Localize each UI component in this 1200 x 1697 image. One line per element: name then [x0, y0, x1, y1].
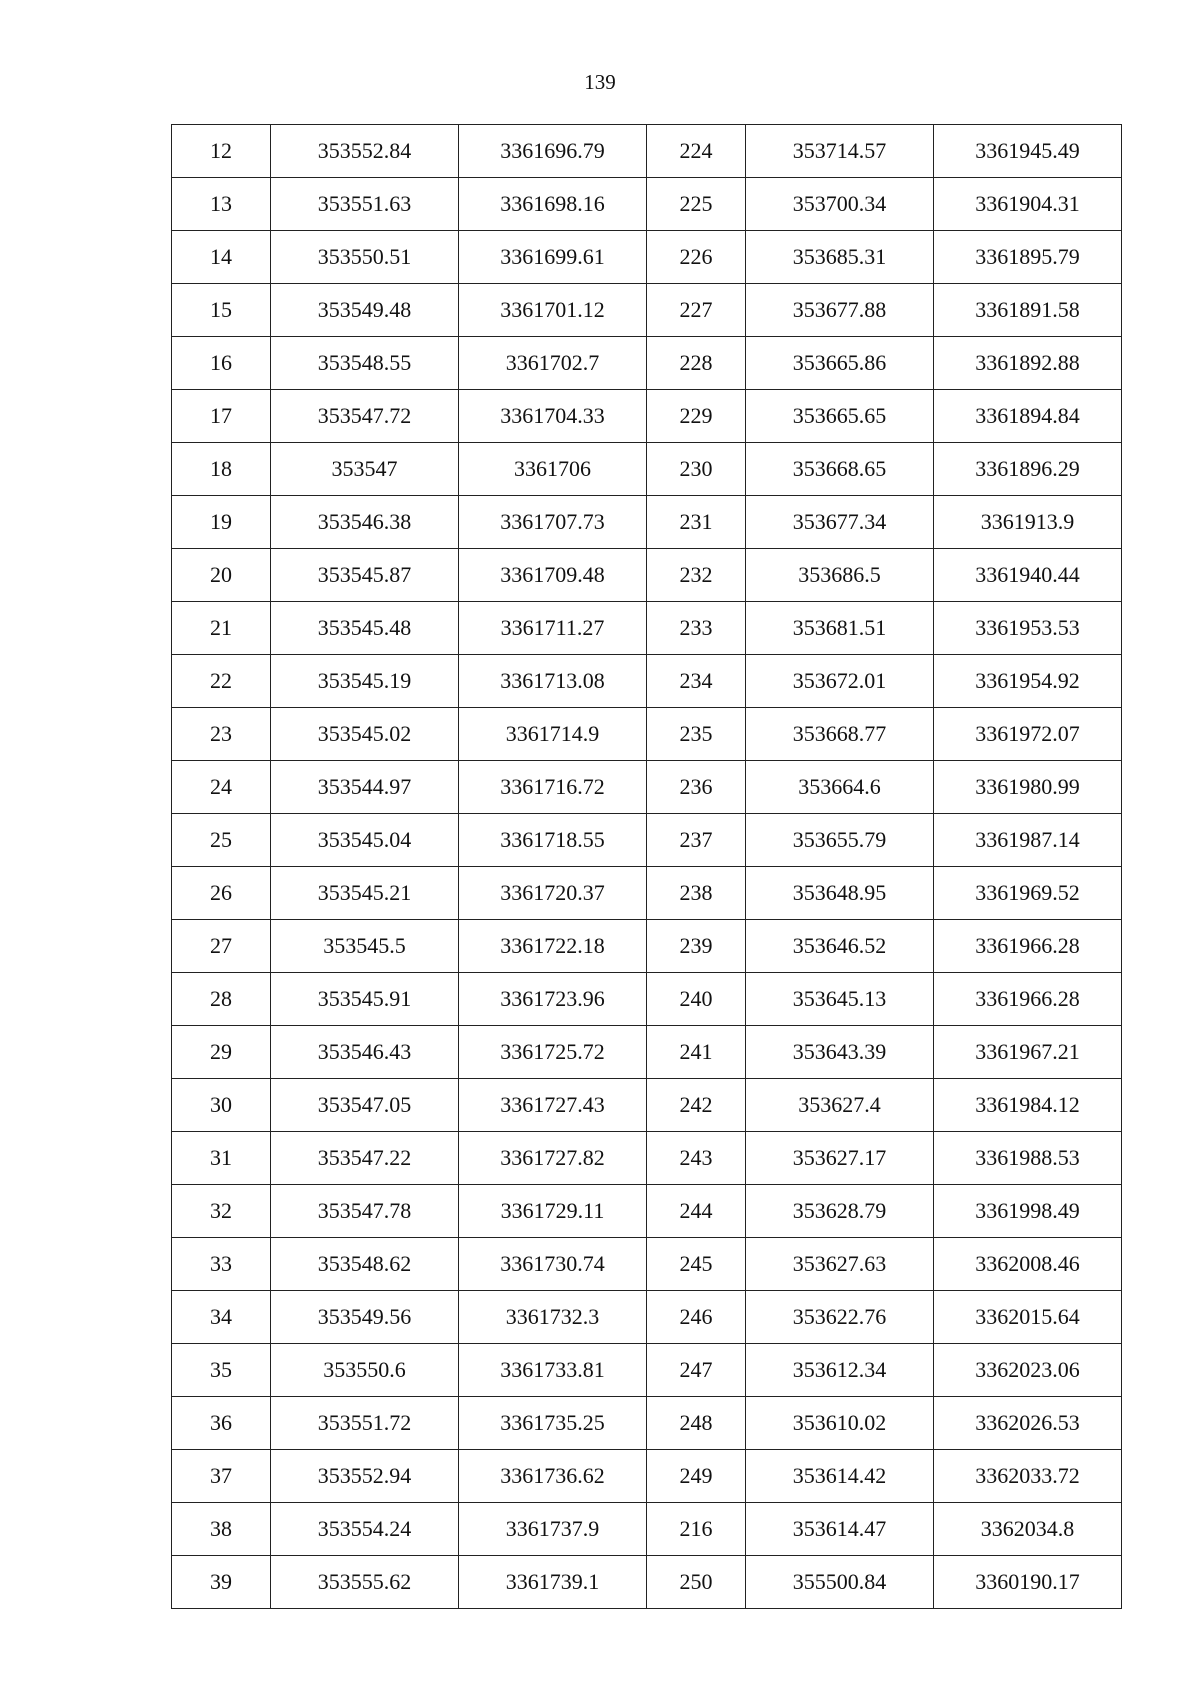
table-cell-point-number: 28 [172, 973, 271, 1026]
table-cell-point-number: 240 [647, 973, 746, 1026]
table-row [172, 708, 1122, 761]
table-cell-x-coordinate: 353627.63 [746, 1238, 934, 1291]
table-cell-point-number: 23 [172, 708, 271, 761]
table-cell-point-number: 36 [172, 1397, 271, 1450]
table-cell-y-coordinate: 3362023.06 [934, 1344, 1122, 1397]
table-cell-point-number: 31 [172, 1132, 271, 1185]
table-cell-x-coordinate: 353545.21 [271, 867, 459, 920]
table-cell-x-coordinate: 353548.62 [271, 1238, 459, 1291]
table-cell-x-coordinate: 353614.42 [746, 1450, 934, 1503]
table-cell-y-coordinate: 3361896.29 [934, 443, 1122, 496]
table-cell-x-coordinate: 353627.17 [746, 1132, 934, 1185]
table-cell-point-number: 35 [172, 1344, 271, 1397]
table-cell-x-coordinate: 355500.84 [746, 1556, 934, 1609]
table-cell-x-coordinate: 353547 [271, 443, 459, 496]
table-cell-x-coordinate: 353545.5 [271, 920, 459, 973]
table-cell-y-coordinate: 3361966.28 [934, 920, 1122, 973]
table-cell-point-number: 16 [172, 337, 271, 390]
table-cell-point-number: 234 [647, 655, 746, 708]
table-row [172, 867, 1122, 920]
table-cell-point-number: 37 [172, 1450, 271, 1503]
table-row [172, 125, 1122, 178]
table-cell-y-coordinate: 3361966.28 [934, 973, 1122, 1026]
table-cell-x-coordinate: 353549.56 [271, 1291, 459, 1344]
table-cell-y-coordinate: 3361904.31 [934, 178, 1122, 231]
table-row [172, 602, 1122, 655]
table-cell-y-coordinate: 3361704.33 [459, 390, 647, 443]
table-cell-x-coordinate: 353677.88 [746, 284, 934, 337]
table-cell-y-coordinate: 3361895.79 [934, 231, 1122, 284]
table-cell-x-coordinate: 353545.91 [271, 973, 459, 1026]
table-row [172, 1132, 1122, 1185]
table-cell-y-coordinate: 3361987.14 [934, 814, 1122, 867]
table-cell-x-coordinate: 353614.47 [746, 1503, 934, 1556]
table-row [172, 761, 1122, 814]
table-row [172, 284, 1122, 337]
table-cell-y-coordinate: 3362034.8 [934, 1503, 1122, 1556]
coordinate-table-body [172, 125, 1122, 1609]
table-row [172, 655, 1122, 708]
table-cell-point-number: 232 [647, 549, 746, 602]
table-cell-y-coordinate: 3361720.37 [459, 867, 647, 920]
table-cell-y-coordinate: 3361998.49 [934, 1185, 1122, 1238]
table-cell-y-coordinate: 3361711.27 [459, 602, 647, 655]
table-cell-y-coordinate: 3361891.58 [934, 284, 1122, 337]
table-cell-y-coordinate: 3361984.12 [934, 1079, 1122, 1132]
table-cell-y-coordinate: 3361706 [459, 443, 647, 496]
table-row [172, 1556, 1122, 1609]
table-row [172, 231, 1122, 284]
table-row [172, 390, 1122, 443]
table-cell-x-coordinate: 353668.65 [746, 443, 934, 496]
table-cell-x-coordinate: 353546.38 [271, 496, 459, 549]
table-cell-point-number: 15 [172, 284, 271, 337]
table-cell-point-number: 27 [172, 920, 271, 973]
table-cell-point-number: 30 [172, 1079, 271, 1132]
table-cell-point-number: 20 [172, 549, 271, 602]
table-cell-x-coordinate: 353547.22 [271, 1132, 459, 1185]
table-row [172, 1185, 1122, 1238]
table-cell-y-coordinate: 3361972.07 [934, 708, 1122, 761]
table-cell-y-coordinate: 3361736.62 [459, 1450, 647, 1503]
table-cell-x-coordinate: 353550.51 [271, 231, 459, 284]
table-row [172, 337, 1122, 390]
table-cell-point-number: 224 [647, 125, 746, 178]
page-number: 139 [584, 70, 616, 94]
table-cell-x-coordinate: 353686.5 [746, 549, 934, 602]
table-cell-point-number: 29 [172, 1026, 271, 1079]
table-cell-x-coordinate: 353714.57 [746, 125, 934, 178]
table-cell-x-coordinate: 353622.76 [746, 1291, 934, 1344]
table-cell-point-number: 25 [172, 814, 271, 867]
table-cell-point-number: 247 [647, 1344, 746, 1397]
table-cell-y-coordinate: 3361913.9 [934, 496, 1122, 549]
table-cell-y-coordinate: 3361722.18 [459, 920, 647, 973]
table-cell-point-number: 231 [647, 496, 746, 549]
table-row [172, 1503, 1122, 1556]
table-cell-point-number: 241 [647, 1026, 746, 1079]
table-cell-x-coordinate: 353610.02 [746, 1397, 934, 1450]
table-cell-y-coordinate: 3361701.12 [459, 284, 647, 337]
table-cell-x-coordinate: 353645.13 [746, 973, 934, 1026]
table-cell-y-coordinate: 3361732.3 [459, 1291, 647, 1344]
table-cell-point-number: 245 [647, 1238, 746, 1291]
table-row [172, 1397, 1122, 1450]
table-row [172, 443, 1122, 496]
table-cell-point-number: 38 [172, 1503, 271, 1556]
table-cell-x-coordinate: 353545.04 [271, 814, 459, 867]
table-cell-point-number: 228 [647, 337, 746, 390]
table-row [172, 1450, 1122, 1503]
table-cell-x-coordinate: 353546.43 [271, 1026, 459, 1079]
table-cell-y-coordinate: 3362033.72 [934, 1450, 1122, 1503]
table-cell-point-number: 13 [172, 178, 271, 231]
table-cell-x-coordinate: 353548.55 [271, 337, 459, 390]
table-cell-x-coordinate: 353612.34 [746, 1344, 934, 1397]
table-cell-point-number: 34 [172, 1291, 271, 1344]
table-cell-y-coordinate: 3361953.53 [934, 602, 1122, 655]
table-cell-y-coordinate: 3361945.49 [934, 125, 1122, 178]
table-cell-x-coordinate: 353550.6 [271, 1344, 459, 1397]
table-cell-x-coordinate: 353552.84 [271, 125, 459, 178]
table-cell-y-coordinate: 3361723.96 [459, 973, 647, 1026]
table-cell-y-coordinate: 3361969.52 [934, 867, 1122, 920]
table-cell-x-coordinate: 353665.65 [746, 390, 934, 443]
table-cell-point-number: 216 [647, 1503, 746, 1556]
table-cell-x-coordinate: 353551.72 [271, 1397, 459, 1450]
table-cell-y-coordinate: 3361733.81 [459, 1344, 647, 1397]
table-cell-x-coordinate: 353627.4 [746, 1079, 934, 1132]
table-cell-x-coordinate: 353545.19 [271, 655, 459, 708]
table-cell-x-coordinate: 353549.48 [271, 284, 459, 337]
table-cell-y-coordinate: 3361707.73 [459, 496, 647, 549]
table-cell-y-coordinate: 3362026.53 [934, 1397, 1122, 1450]
table-cell-point-number: 236 [647, 761, 746, 814]
table-cell-x-coordinate: 353655.79 [746, 814, 934, 867]
table-cell-x-coordinate: 353672.01 [746, 655, 934, 708]
table-cell-y-coordinate: 3361967.21 [934, 1026, 1122, 1079]
table-cell-y-coordinate: 3361709.48 [459, 549, 647, 602]
table-row [172, 1026, 1122, 1079]
table-cell-point-number: 225 [647, 178, 746, 231]
table-cell-x-coordinate: 353547.78 [271, 1185, 459, 1238]
table-cell-y-coordinate: 3361954.92 [934, 655, 1122, 708]
table-cell-y-coordinate: 3361729.11 [459, 1185, 647, 1238]
table-row [172, 1344, 1122, 1397]
table-cell-x-coordinate: 353551.63 [271, 178, 459, 231]
table-cell-y-coordinate: 3362008.46 [934, 1238, 1122, 1291]
table-cell-y-coordinate: 3361980.99 [934, 761, 1122, 814]
table-cell-y-coordinate: 3361730.74 [459, 1238, 647, 1291]
table-row [172, 1238, 1122, 1291]
table-cell-point-number: 14 [172, 231, 271, 284]
table-cell-x-coordinate: 353685.31 [746, 231, 934, 284]
table-cell-x-coordinate: 353628.79 [746, 1185, 934, 1238]
table-cell-point-number: 227 [647, 284, 746, 337]
table-cell-x-coordinate: 353643.39 [746, 1026, 934, 1079]
table-cell-x-coordinate: 353664.6 [746, 761, 934, 814]
table-cell-point-number: 244 [647, 1185, 746, 1238]
table-cell-x-coordinate: 353545.87 [271, 549, 459, 602]
table-cell-x-coordinate: 353544.97 [271, 761, 459, 814]
table-cell-y-coordinate: 3361718.55 [459, 814, 647, 867]
table-row [172, 178, 1122, 231]
table-cell-x-coordinate: 353547.05 [271, 1079, 459, 1132]
table-cell-x-coordinate: 353552.94 [271, 1450, 459, 1503]
table-cell-y-coordinate: 3361714.9 [459, 708, 647, 761]
table-cell-point-number: 22 [172, 655, 271, 708]
table-cell-x-coordinate: 353646.52 [746, 920, 934, 973]
table-cell-y-coordinate: 3361739.1 [459, 1556, 647, 1609]
table-cell-point-number: 26 [172, 867, 271, 920]
table-cell-x-coordinate: 353681.51 [746, 602, 934, 655]
table-cell-point-number: 238 [647, 867, 746, 920]
table-cell-y-coordinate: 3362015.64 [934, 1291, 1122, 1344]
table-row [172, 549, 1122, 602]
table-cell-point-number: 230 [647, 443, 746, 496]
table-cell-y-coordinate: 3361892.88 [934, 337, 1122, 390]
table-cell-x-coordinate: 353547.72 [271, 390, 459, 443]
table-cell-point-number: 246 [647, 1291, 746, 1344]
table-cell-point-number: 239 [647, 920, 746, 973]
table-cell-y-coordinate: 3361713.08 [459, 655, 647, 708]
table-cell-y-coordinate: 3361702.7 [459, 337, 647, 390]
table-row [172, 1291, 1122, 1344]
table-cell-point-number: 242 [647, 1079, 746, 1132]
table-cell-y-coordinate: 3361735.25 [459, 1397, 647, 1450]
table-cell-point-number: 229 [647, 390, 746, 443]
table-cell-y-coordinate: 3361727.43 [459, 1079, 647, 1132]
table-cell-y-coordinate: 3361725.72 [459, 1026, 647, 1079]
table-cell-point-number: 226 [647, 231, 746, 284]
table-cell-point-number: 237 [647, 814, 746, 867]
table-cell-point-number: 17 [172, 390, 271, 443]
table-row [172, 814, 1122, 867]
table-cell-x-coordinate: 353554.24 [271, 1503, 459, 1556]
table-cell-point-number: 250 [647, 1556, 746, 1609]
table-cell-point-number: 18 [172, 443, 271, 496]
table-cell-point-number: 33 [172, 1238, 271, 1291]
table-cell-point-number: 243 [647, 1132, 746, 1185]
table-row [172, 920, 1122, 973]
table-cell-y-coordinate: 3361988.53 [934, 1132, 1122, 1185]
table-cell-x-coordinate: 353648.95 [746, 867, 934, 920]
table-cell-x-coordinate: 353668.77 [746, 708, 934, 761]
table-cell-x-coordinate: 353700.34 [746, 178, 934, 231]
table-cell-y-coordinate: 3361699.61 [459, 231, 647, 284]
table-cell-y-coordinate: 3361698.16 [459, 178, 647, 231]
table-cell-point-number: 19 [172, 496, 271, 549]
table-cell-x-coordinate: 353677.34 [746, 496, 934, 549]
table-cell-point-number: 32 [172, 1185, 271, 1238]
table-row [172, 1079, 1122, 1132]
table-cell-y-coordinate: 3361737.9 [459, 1503, 647, 1556]
table-cell-y-coordinate: 3360190.17 [934, 1556, 1122, 1609]
table-cell-y-coordinate: 3361940.44 [934, 549, 1122, 602]
table-cell-point-number: 249 [647, 1450, 746, 1503]
table-row [172, 973, 1122, 1026]
table-cell-point-number: 21 [172, 602, 271, 655]
table-cell-x-coordinate: 353545.02 [271, 708, 459, 761]
table-cell-y-coordinate: 3361727.82 [459, 1132, 647, 1185]
table-cell-point-number: 39 [172, 1556, 271, 1609]
table-cell-point-number: 235 [647, 708, 746, 761]
table-cell-x-coordinate: 353545.48 [271, 602, 459, 655]
table-cell-x-coordinate: 353665.86 [746, 337, 934, 390]
table-cell-y-coordinate: 3361696.79 [459, 125, 647, 178]
table-cell-x-coordinate: 353555.62 [271, 1556, 459, 1609]
table-cell-point-number: 233 [647, 602, 746, 655]
table-cell-y-coordinate: 3361716.72 [459, 761, 647, 814]
table-row [172, 496, 1122, 549]
table-cell-point-number: 248 [647, 1397, 746, 1450]
table-cell-point-number: 24 [172, 761, 271, 814]
table-cell-point-number: 12 [172, 125, 271, 178]
coordinate-table [171, 124, 1122, 1609]
table-cell-y-coordinate: 3361894.84 [934, 390, 1122, 443]
